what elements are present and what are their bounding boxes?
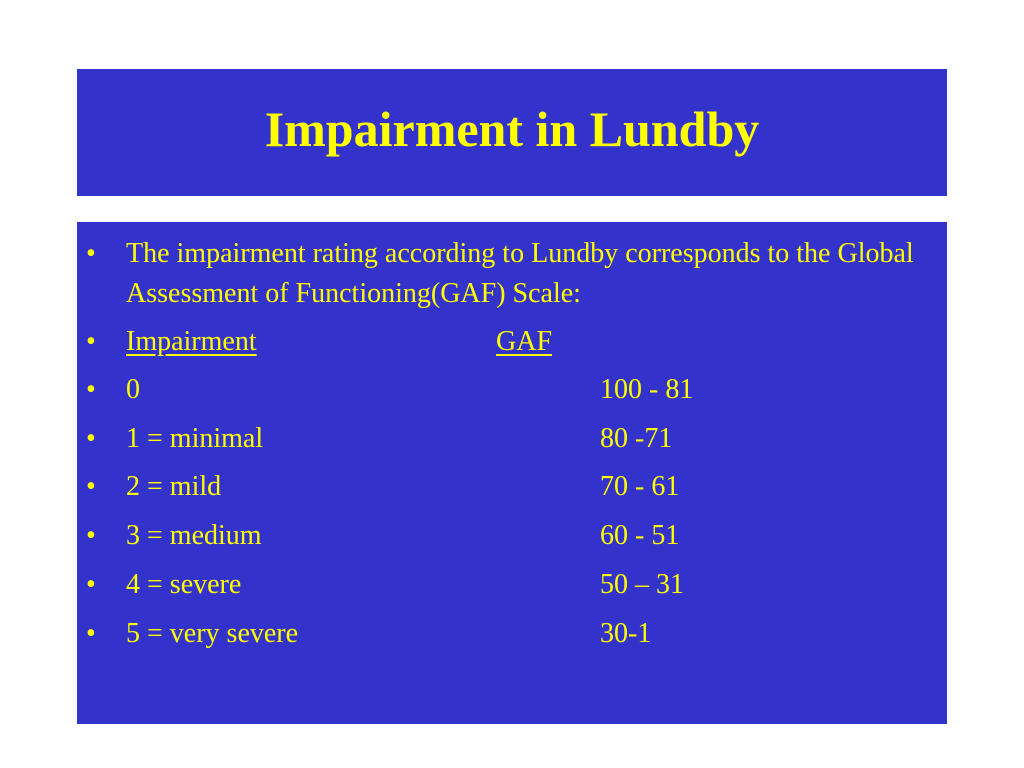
gaf-range: 80 -71: [600, 423, 673, 454]
bullet-icon: •: [86, 238, 96, 269]
impairment-level: 0: [126, 374, 140, 405]
content-panel: [77, 222, 947, 724]
bullet-icon: •: [86, 374, 96, 405]
bullet-icon: •: [86, 520, 96, 551]
impairment-level: 1 = minimal: [126, 423, 264, 454]
gaf-range: 70 - 61: [600, 471, 680, 502]
impairment-level: 3 = medium: [126, 520, 262, 551]
impairment-level: 2 = mild: [126, 471, 222, 502]
slide-title: Impairment in Lundby: [264, 100, 760, 157]
title-panel: [77, 69, 947, 196]
intro-text: The impairment rating according to Lundby corresponds to the Global Assessment of Functioning(GAF) Scale:: [126, 238, 914, 309]
bullet-icon: •: [86, 471, 96, 502]
bullet-icon: •: [86, 326, 96, 357]
gaf-header: GAF: [496, 326, 553, 357]
gaf-range: 50 – 31: [600, 569, 684, 600]
gaf-range: 100 - 81: [600, 374, 694, 405]
gaf-range: 30-1: [600, 618, 652, 649]
gaf-range: 60 - 51: [600, 520, 680, 551]
bullet-icon: •: [86, 618, 96, 649]
bullet-icon: •: [86, 423, 96, 454]
impairment-header: Impairment: [126, 326, 257, 357]
impairment-level: 5 = very severe: [126, 618, 299, 649]
impairment-level: 4 = severe: [126, 569, 242, 600]
bullet-icon: •: [86, 569, 96, 600]
